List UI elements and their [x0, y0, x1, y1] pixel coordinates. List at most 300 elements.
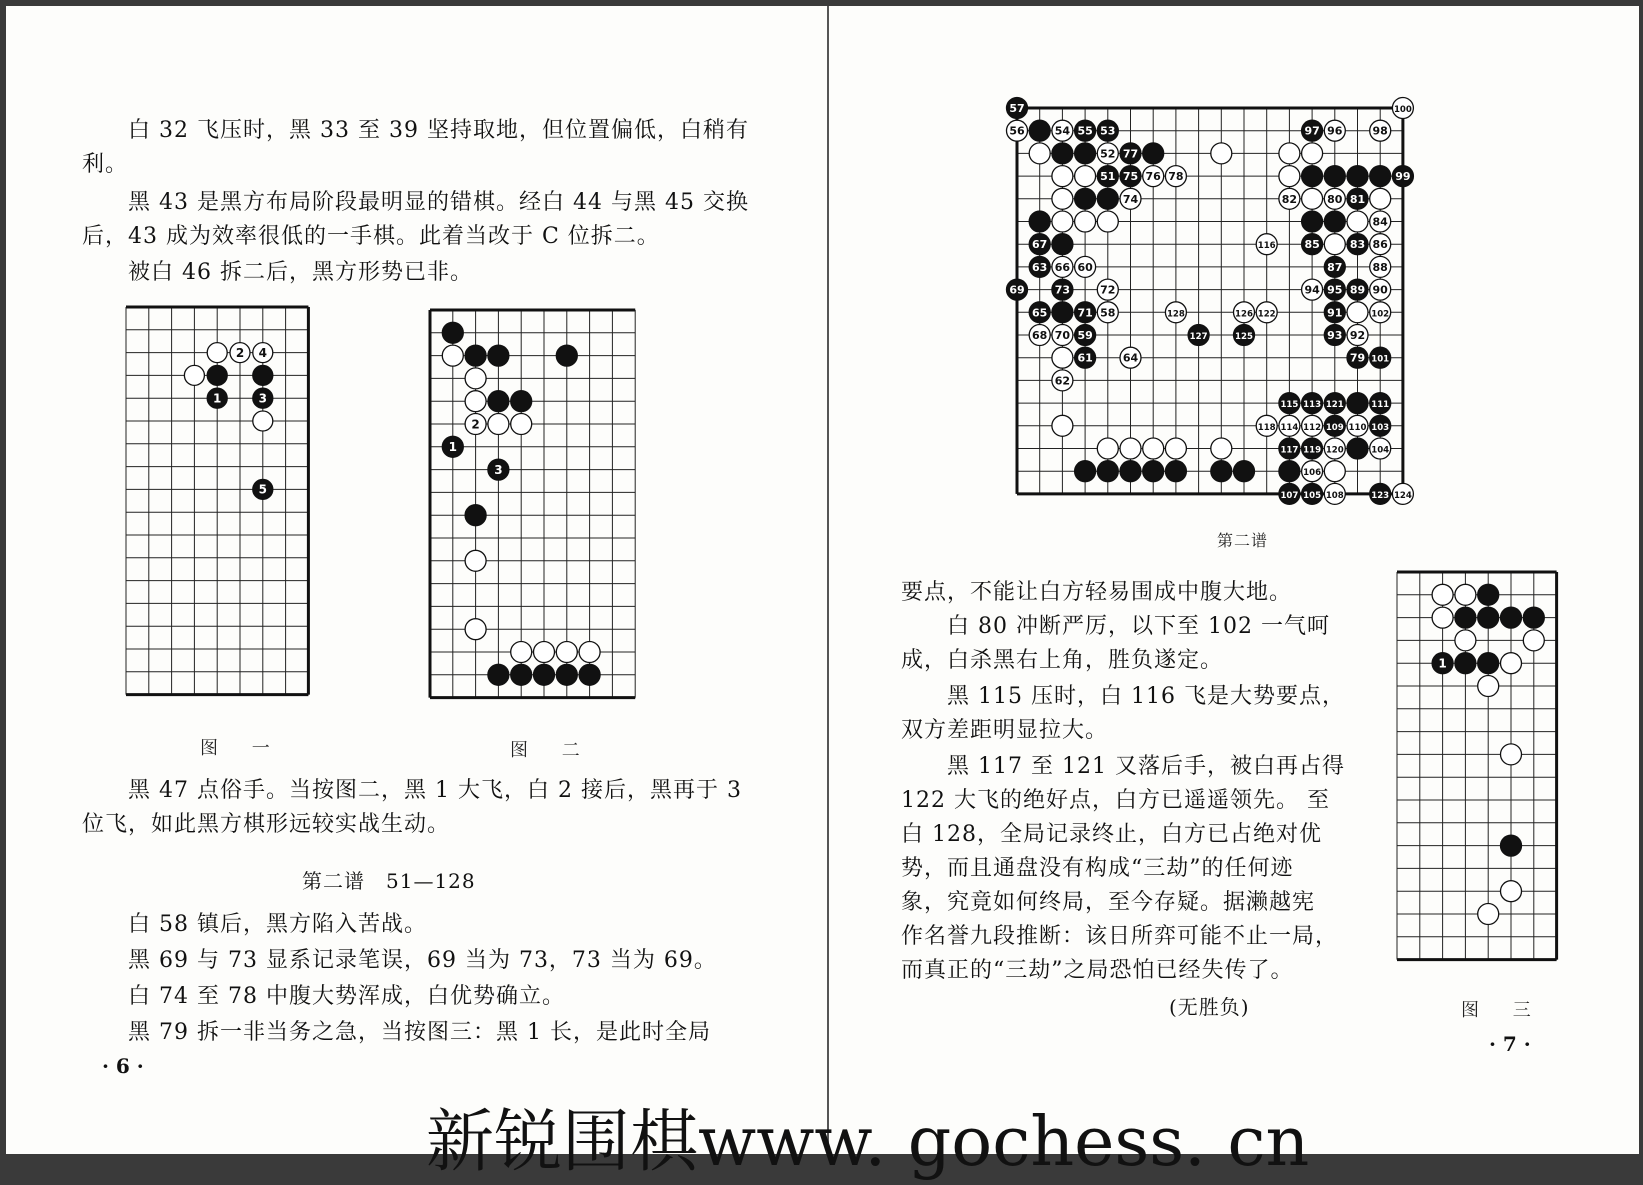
white-stone: [442, 345, 463, 366]
black-stone: [442, 322, 463, 343]
black-stone: [253, 388, 273, 408]
black-stone: [1302, 211, 1323, 232]
move-number: 109: [1325, 422, 1344, 433]
paragraph: 122 大飞的绝好点，白方已遥遥领先。 至: [901, 788, 1330, 813]
black-stone: [1501, 607, 1522, 628]
paragraph: 作名誉九段推断：该日所弈可能不止一局，: [901, 924, 1339, 949]
black-stone: [1097, 188, 1118, 209]
white-stone: [1052, 120, 1073, 141]
paragraph: 黑 79 拆一非当务之急，当按图三：黑 1 长，是此时全局: [82, 1020, 711, 1045]
black-stone: [534, 664, 555, 685]
white-stone: [511, 642, 532, 663]
black-stone: [1143, 143, 1164, 164]
black-stone: [1279, 438, 1300, 459]
white-stone: [1279, 166, 1300, 187]
white-stone: [488, 414, 509, 435]
move-number: 104: [1371, 445, 1390, 456]
move-number: 119: [1303, 445, 1322, 456]
white-stone: [1370, 279, 1391, 300]
move-number: 3: [494, 462, 503, 477]
move-number: 90: [1372, 283, 1388, 297]
move-number: 96: [1327, 124, 1343, 138]
move-number: 68: [1032, 328, 1048, 342]
white-stone: [1324, 438, 1345, 459]
white-stone: [1029, 325, 1050, 346]
black-stone: [1007, 279, 1028, 300]
black-stone: [1097, 461, 1118, 482]
go-diagram-figure-3: [1387, 566, 1573, 986]
black-stone: [1075, 188, 1096, 209]
white-stone: [1120, 188, 1141, 209]
move-number: 98: [1372, 124, 1388, 138]
move-number: 5: [258, 482, 267, 497]
move-number: 85: [1304, 238, 1320, 252]
move-number: 107: [1280, 490, 1299, 501]
black-stone: [1392, 166, 1413, 187]
page-number: · 6 ·: [102, 1054, 144, 1078]
paragraph: 势，而且通盘没有构成“三劫”的任何迹: [901, 856, 1294, 881]
figure-3-caption: 图 三: [1461, 1000, 1545, 1021]
white-stone: [1324, 188, 1345, 209]
white-stone: [1370, 188, 1391, 209]
black-stone: [1324, 415, 1345, 436]
black-stone: [253, 365, 273, 385]
white-stone: [207, 343, 227, 363]
paragraph: 白 128，全局记录终止，白方已占绝对优: [901, 822, 1322, 847]
diagram-caption: 第二谱: [1217, 531, 1269, 550]
black-stone: [1052, 143, 1073, 164]
black-stone: [253, 479, 273, 499]
black-stone: [1007, 98, 1028, 119]
black-stone: [556, 345, 577, 366]
move-number: 53: [1100, 124, 1116, 138]
white-stone: [1279, 415, 1300, 436]
black-stone: [1302, 166, 1323, 187]
move-number: 78: [1168, 170, 1184, 184]
black-stone: [1302, 393, 1323, 414]
move-number: 114: [1280, 422, 1299, 433]
move-number: 1: [1438, 656, 1447, 671]
move-number: 81: [1349, 192, 1366, 206]
white-stone: [1347, 302, 1368, 323]
white-stone: [1501, 744, 1522, 765]
white-stone: [1478, 904, 1499, 925]
black-stone: [1478, 607, 1499, 628]
white-stone: [1052, 188, 1073, 209]
move-number: 126: [1235, 309, 1253, 320]
paragraph: 黑 115 压时，白 116 飞是大势要点，: [901, 684, 1345, 709]
white-stone: [1097, 279, 1118, 300]
white-stone: [1370, 302, 1391, 323]
paragraph: 后，43 成为效率很低的一手棋。此着当改于 C 位拆二。: [82, 224, 660, 249]
white-stone: [1392, 483, 1413, 504]
right-page: [829, 6, 1639, 1154]
go-diagram-figure-2: [422, 304, 646, 724]
black-stone: [1324, 302, 1345, 323]
black-stone: [1029, 256, 1050, 277]
black-stone: [1347, 166, 1368, 187]
move-number: 100: [1393, 104, 1412, 115]
move-number: 86: [1372, 238, 1388, 252]
move-number: 110: [1348, 422, 1367, 433]
black-stone: [1370, 347, 1391, 368]
paragraph: 白 74 至 78 中腹大势浑成，白优势确立。: [82, 984, 565, 1009]
move-number: 77: [1122, 147, 1139, 161]
black-stone: [1120, 166, 1141, 187]
board-grid: [430, 310, 635, 698]
move-number: 127: [1189, 331, 1208, 342]
white-stone: [1165, 438, 1186, 459]
move-number: 93: [1327, 328, 1343, 342]
move-number: 112: [1303, 422, 1322, 433]
white-stone: [511, 414, 532, 435]
move-number: 59: [1077, 328, 1093, 342]
move-number: 82: [1281, 192, 1298, 206]
move-number: 60: [1077, 260, 1093, 274]
move-number: 123: [1371, 490, 1390, 501]
white-stone: [253, 343, 273, 363]
black-stone: [1324, 325, 1345, 346]
black-stone: [1075, 143, 1096, 164]
move-number: 3: [258, 391, 267, 406]
paragraph: 被白 46 拆二后，黑方形势已非。: [82, 260, 473, 285]
move-number: 57: [1009, 101, 1025, 115]
white-stone: [1256, 234, 1277, 255]
black-stone: [1455, 653, 1476, 674]
black-stone: [579, 664, 600, 685]
white-stone: [465, 619, 486, 640]
white-stone: [184, 365, 204, 385]
move-number: 80: [1327, 192, 1343, 206]
white-stone: [1075, 256, 1096, 277]
white-stone: [465, 414, 486, 435]
move-number: 73: [1054, 283, 1071, 297]
white-stone: [579, 642, 600, 663]
black-stone: [511, 391, 532, 412]
figure-2-caption: 图 二: [510, 740, 594, 761]
black-stone: [1279, 461, 1300, 482]
black-stone: [1120, 461, 1141, 482]
black-stone: [442, 436, 463, 457]
black-stone: [1052, 234, 1073, 255]
black-stone: [1302, 234, 1323, 255]
black-stone: [465, 345, 486, 366]
white-stone: [1455, 584, 1476, 605]
black-stone: [1501, 835, 1522, 856]
white-stone: [1501, 881, 1522, 902]
white-stone: [1370, 256, 1391, 277]
white-stone: [1302, 188, 1323, 209]
board-grid: [1017, 108, 1403, 494]
white-stone: [465, 550, 486, 571]
black-stone: [1370, 166, 1391, 187]
paragraph: 位飞，如此黑方棋形远较实战生动。: [82, 812, 451, 837]
move-number: 2: [235, 345, 245, 360]
move-number: 122: [1257, 309, 1276, 320]
white-stone: [1256, 302, 1277, 323]
move-number: 115: [1280, 400, 1299, 411]
white-stone: [1302, 415, 1323, 436]
move-number: 64: [1122, 351, 1139, 365]
move-number: 1: [213, 391, 222, 406]
move-number: 69: [1009, 283, 1025, 297]
black-stone: [1075, 347, 1096, 368]
white-stone: [1120, 438, 1141, 459]
black-stone: [1097, 166, 1118, 187]
paragraph: 黑 117 至 121 又落后手，被白再占得: [901, 754, 1345, 779]
white-stone: [465, 391, 486, 412]
white-stone: [1165, 302, 1186, 323]
black-stone: [465, 505, 486, 526]
move-number: 95: [1327, 283, 1343, 297]
black-stone: [1052, 279, 1073, 300]
white-stone: [1392, 98, 1413, 119]
black-stone: [1029, 234, 1050, 255]
black-stone: [1029, 302, 1050, 323]
black-stone: [1234, 325, 1255, 346]
white-stone: [1097, 438, 1118, 459]
white-stone: [1279, 143, 1300, 164]
move-number: 92: [1349, 328, 1366, 342]
black-stone: [1279, 483, 1300, 504]
paragraph: 要点，不能让白方轻易围成中腹大地。: [901, 580, 1293, 605]
move-number: 91: [1327, 306, 1343, 320]
move-number: 116: [1257, 241, 1276, 252]
move-number: 84: [1372, 215, 1388, 229]
black-stone: [488, 664, 509, 685]
move-number: 105: [1303, 490, 1322, 501]
move-number: 102: [1371, 309, 1390, 320]
move-number: 4: [258, 345, 267, 360]
black-stone: [1478, 584, 1499, 605]
figure-1-caption: 图 一: [200, 738, 284, 759]
black-stone: [207, 365, 227, 385]
move-number: 1: [448, 440, 457, 455]
white-stone: [1432, 584, 1453, 605]
move-number: 55: [1077, 124, 1093, 138]
white-stone: [253, 411, 273, 431]
move-number: 67: [1032, 238, 1048, 252]
move-number: 113: [1303, 400, 1322, 411]
white-stone: [1523, 630, 1544, 651]
black-stone: [1324, 393, 1345, 414]
move-number: 71: [1077, 306, 1093, 320]
move-number: 52: [1100, 147, 1116, 161]
white-stone: [1324, 461, 1345, 482]
white-stone: [1478, 676, 1499, 697]
move-number: 97: [1304, 124, 1320, 138]
paragraph: 黑 69 与 73 显系记录笔误，69 当为 73，73 当为 69。: [82, 948, 717, 973]
move-number: 79: [1349, 351, 1366, 365]
white-stone: [1432, 607, 1453, 628]
black-stone: [1324, 256, 1345, 277]
white-stone: [1165, 166, 1186, 187]
black-stone: [1302, 483, 1323, 504]
white-stone: [1370, 211, 1391, 232]
move-number: 74: [1122, 192, 1139, 206]
game-result: (无胜负): [1169, 995, 1250, 1019]
black-stone: [556, 664, 577, 685]
paragraph: 利。: [82, 152, 129, 177]
black-stone: [1347, 393, 1368, 414]
move-number: 101: [1371, 354, 1390, 365]
white-stone: [1075, 166, 1096, 187]
move-number: 120: [1325, 445, 1344, 456]
black-stone: [1523, 607, 1544, 628]
white-stone: [556, 642, 577, 663]
white-stone: [1347, 325, 1368, 346]
white-stone: [1143, 438, 1164, 459]
white-stone: [1302, 143, 1323, 164]
move-number: 117: [1280, 445, 1299, 456]
black-stone: [1211, 461, 1232, 482]
black-stone: [1234, 461, 1255, 482]
move-number: 51: [1100, 170, 1116, 184]
black-stone: [1097, 120, 1118, 141]
black-stone: [1324, 166, 1345, 187]
white-stone: [534, 642, 555, 663]
white-stone: [1370, 120, 1391, 141]
black-stone: [1347, 279, 1368, 300]
black-stone: [1029, 120, 1050, 141]
section-title: 第二谱 51—128: [302, 869, 476, 893]
white-stone: [1052, 325, 1073, 346]
white-stone: [1256, 415, 1277, 436]
white-stone: [1029, 143, 1050, 164]
black-stone: [511, 664, 532, 685]
go-diagram-figure-1: [120, 301, 330, 721]
move-number: 58: [1100, 306, 1116, 320]
white-stone: [1143, 166, 1164, 187]
book-spread: [6, 6, 1639, 1182]
move-number: 99: [1395, 170, 1411, 184]
move-number: 111: [1371, 400, 1390, 411]
white-stone: [1120, 347, 1141, 368]
move-number: 72: [1100, 283, 1116, 297]
white-stone: [1097, 302, 1118, 323]
paragraph: 白 32 飞压时，黑 33 至 39 坚持取地，但位置偏低，白稍有: [82, 118, 749, 143]
move-number: 75: [1122, 170, 1139, 184]
white-stone: [1052, 347, 1073, 368]
black-stone: [488, 391, 509, 412]
black-stone: [1302, 120, 1323, 141]
move-number: 83: [1349, 238, 1366, 252]
move-number: 76: [1145, 170, 1161, 184]
black-stone: [1029, 211, 1050, 232]
move-number: 124: [1393, 490, 1412, 501]
black-stone: [1120, 143, 1141, 164]
white-stone: [1501, 653, 1522, 674]
move-number: 2: [471, 417, 480, 432]
move-number: 125: [1235, 331, 1253, 342]
move-number: 128: [1166, 309, 1185, 320]
black-stone: [1370, 393, 1391, 414]
paragraph: 象，究竟如何终局，至今存疑。据濑越宪: [901, 890, 1316, 915]
black-stone: [1279, 393, 1300, 414]
move-number: 70: [1054, 328, 1071, 342]
black-stone: [1052, 302, 1073, 323]
black-stone: [1075, 461, 1096, 482]
white-stone: [1347, 415, 1368, 436]
white-stone: [1302, 279, 1323, 300]
white-stone: [1370, 438, 1391, 459]
black-stone: [1324, 279, 1345, 300]
move-number: 66: [1054, 260, 1071, 274]
black-stone: [488, 345, 509, 366]
left-page: [6, 6, 827, 1154]
white-stone: [1097, 211, 1118, 232]
move-number: 56: [1009, 124, 1025, 138]
black-stone: [1075, 120, 1096, 141]
white-stone: [1052, 256, 1073, 277]
paragraph: 黑 47 点俗手。当按图二，黑 1 大飞，白 2 接后，黑再于 3: [82, 778, 742, 803]
black-stone: [1432, 653, 1453, 674]
black-stone: [1188, 325, 1209, 346]
black-stone: [1165, 461, 1186, 482]
white-stone: [1324, 483, 1345, 504]
black-stone: [1370, 415, 1391, 436]
move-number: 89: [1349, 283, 1366, 297]
white-stone: [1075, 211, 1096, 232]
move-number: 54: [1054, 124, 1071, 138]
black-stone: [1347, 188, 1368, 209]
move-number: 61: [1077, 351, 1093, 365]
white-stone: [1211, 438, 1232, 459]
white-stone: [1370, 234, 1391, 255]
black-stone: [1478, 653, 1499, 674]
paragraph: 黑 43 是黑方布局阶段最明显的错棋。经白 44 与黑 45 交换: [82, 190, 749, 215]
move-number: 118: [1257, 422, 1276, 433]
move-number: 108: [1325, 490, 1344, 501]
move-number: 103: [1371, 422, 1390, 433]
white-stone: [1007, 120, 1028, 141]
black-stone: [1455, 607, 1476, 628]
white-stone: [1302, 461, 1323, 482]
black-stone: [1075, 325, 1096, 346]
site-watermark: 新锐围棋www. gochess. cn: [426, 1103, 1310, 1182]
move-number: 94: [1304, 283, 1320, 297]
white-stone: [1324, 120, 1345, 141]
white-stone: [230, 343, 250, 363]
white-stone: [465, 368, 486, 389]
white-stone: [1097, 143, 1118, 164]
white-stone: [1234, 302, 1255, 323]
black-stone: [1347, 347, 1368, 368]
white-stone: [1052, 415, 1073, 436]
white-stone: [1279, 188, 1300, 209]
move-number: 106: [1303, 468, 1322, 479]
paragraph: 白 80 冲断严厉，以下至 102 一气呵: [901, 614, 1330, 639]
black-stone: [1075, 302, 1096, 323]
move-number: 121: [1325, 400, 1344, 411]
paragraph: 双方差距明显拉大。: [901, 718, 1109, 743]
white-stone: [1455, 630, 1476, 651]
black-stone: [1347, 438, 1368, 459]
black-stone: [1143, 461, 1164, 482]
move-number: 88: [1372, 260, 1388, 274]
move-number: 63: [1032, 260, 1048, 274]
paragraph: 白 58 镇后，黑方陷入苦战。: [82, 912, 427, 937]
black-stone: [207, 388, 227, 408]
page-number: · 7 ·: [1489, 1032, 1531, 1056]
move-number: 65: [1032, 306, 1048, 320]
white-stone: [1347, 211, 1368, 232]
black-stone: [1347, 234, 1368, 255]
white-stone: [1052, 211, 1073, 232]
white-stone: [1052, 370, 1073, 391]
paragraph: 成，白杀黑右上角，胜负遂定。: [901, 648, 1224, 673]
go-game-record-diagram: [995, 90, 1435, 530]
